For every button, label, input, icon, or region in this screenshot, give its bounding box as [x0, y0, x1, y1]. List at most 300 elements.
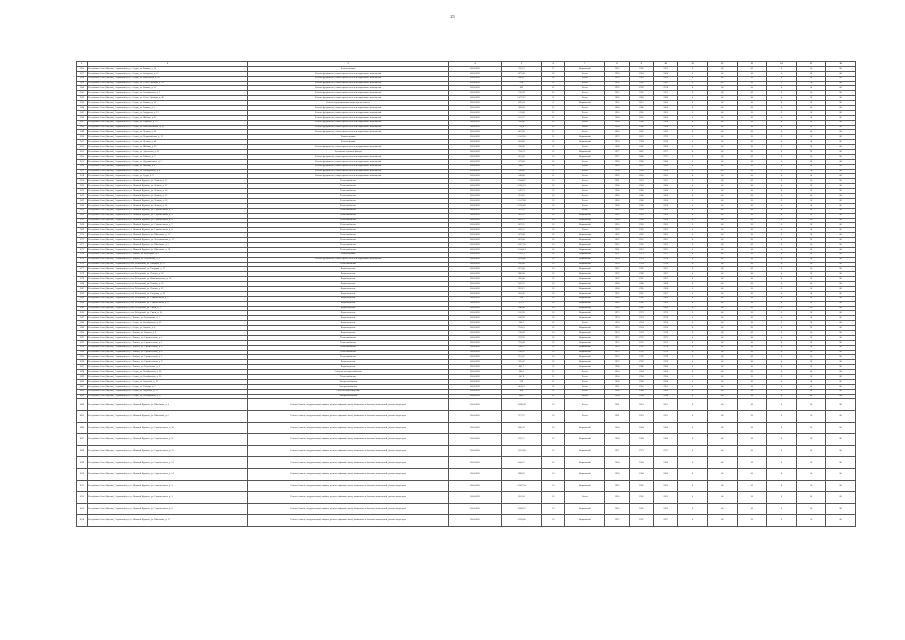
- table-cell: 40: [707, 291, 737, 296]
- table-cell: 1960: [605, 106, 629, 111]
- table-cell: 0: [767, 86, 797, 91]
- table-cell: 30: [737, 340, 767, 345]
- table-cell: 1960: [605, 389, 629, 394]
- table-cell: 10: [796, 330, 826, 335]
- table-cell: 1564: [77, 203, 88, 208]
- table-cell: 30: [737, 469, 767, 481]
- table-cell: 1541: [77, 91, 88, 96]
- table-cell: Ремонт фундамента, инженерных систем и подвальных помещений: [248, 169, 449, 174]
- table-cell: 1962: [629, 81, 653, 86]
- table-cell: 1962: [629, 233, 653, 238]
- table-cell: 622,00: [501, 233, 541, 238]
- table-cell: 1955: [605, 91, 629, 96]
- table-cell: Система водоотведения: [248, 389, 449, 394]
- table-cell: 12: [542, 389, 565, 394]
- table-cell: 632,71: [501, 434, 541, 446]
- table-cell: 1965: [605, 110, 629, 115]
- table-cell: 1978: [629, 257, 653, 262]
- table-cell: 1954: [629, 375, 653, 380]
- table-cell: 1964: [654, 469, 678, 481]
- table-cell: Республика Саха (Якутия), Алданский р-н, г. Алдан, ул. Гайдара, д. 2: [87, 384, 248, 389]
- data-table: [76, 61, 856, 527]
- table-cell: 0: [678, 66, 708, 71]
- table-cell: 1609: [77, 457, 88, 469]
- table-cell: 30: [737, 480, 767, 492]
- table-cell: 80: [826, 480, 856, 492]
- table-cell: 720,4: [501, 125, 541, 130]
- table-cell: 16: [542, 365, 565, 370]
- table-cell: Бетон: [565, 110, 605, 115]
- table-cell: 30: [737, 379, 767, 384]
- table-cell: 30: [737, 198, 767, 203]
- table-cell: 0: [767, 286, 797, 291]
- table-cell: 16: [542, 480, 565, 492]
- table-cell: Ремонт (замена, модернизация) лифтов, ремонт лифтовых шахт, машинных и блочных помещений, ремонт подъездов: [248, 480, 449, 492]
- table-cell: 1976: [654, 355, 678, 360]
- table-cell: 16: [542, 252, 565, 257]
- table-cell: 1965: [654, 223, 678, 228]
- table-cell: 0: [678, 164, 708, 169]
- table-cell: 0: [678, 267, 708, 272]
- table-cell: 1974: [654, 316, 678, 321]
- table-cell: 1960: [629, 189, 653, 194]
- table-cell: Ремонт (замена, модернизация) лифтов, ремонт лифтовых шахт, машинных и блочных помещений, ремонт подъездов: [248, 445, 449, 457]
- table-cell: 0: [767, 394, 797, 399]
- table-cell: 1553: [77, 150, 88, 155]
- table-cell: 0: [767, 96, 797, 101]
- table-cell: Бетон: [565, 71, 605, 76]
- table-cell: Кирпичный: [565, 515, 605, 527]
- table-cell: 2024-2025: [449, 375, 502, 380]
- table-cell: 1974: [605, 262, 629, 267]
- table-cell: 10: [796, 394, 826, 399]
- table-cell: 1961: [654, 247, 678, 252]
- table-cell: 30: [737, 252, 767, 257]
- table-cell: 1544: [77, 106, 88, 111]
- table-cell: 12: [542, 86, 565, 91]
- table-cell: 40: [707, 145, 737, 150]
- table-cell: 1578: [77, 272, 88, 277]
- table-cell: Республика Саха (Якутия), Алданский р-н, г. Томмот, ул. Строительная, д. 7: [87, 355, 248, 360]
- table-cell: Теплоснабжение: [248, 223, 449, 228]
- table-cell: 30: [737, 184, 767, 189]
- table-cell: 30: [737, 355, 767, 360]
- column-header: 5: [501, 62, 541, 67]
- table-cell: 30: [737, 411, 767, 423]
- table-cell: 586,07: [501, 76, 541, 81]
- table-cell: 1960: [605, 159, 629, 164]
- table-cell: 1960: [629, 379, 653, 384]
- table-cell: 1978: [654, 257, 678, 262]
- table-cell: 0: [767, 257, 797, 262]
- table-cell: 1582: [77, 291, 88, 296]
- table-cell: 0: [767, 434, 797, 446]
- table-cell: 1536: [77, 66, 88, 71]
- table-cell: Республика Саха (Якутия), Алданский р-н, п. Нижний Куранах, ул. Строительная, д. 6: [87, 503, 248, 515]
- table-cell: 16: [542, 350, 565, 355]
- table-cell: Кирпичный: [565, 272, 605, 277]
- table-cell: 1960: [654, 159, 678, 164]
- table-row: [77, 411, 856, 423]
- table-cell: Кирпичный: [565, 154, 605, 159]
- table-cell: 40: [707, 66, 737, 71]
- table-cell: Ремонт фундамента, инженерных систем и подвальных помещений: [248, 145, 449, 150]
- table-cell: 40: [707, 194, 737, 199]
- column-header: 8: [605, 62, 629, 67]
- table-cell: Водоотведение: [248, 360, 449, 365]
- table-row: [77, 469, 856, 481]
- table-cell: 10: [796, 247, 826, 252]
- table-cell: Теплоснабжение: [248, 233, 449, 238]
- table-cell: 16: [542, 399, 565, 411]
- table-cell: 40: [707, 96, 737, 101]
- table-cell: Республика Саха (Якутия), Алданский р-н, п. Нижний Куранах, ул. Строительная, д. 14: [87, 469, 248, 481]
- table-cell: Бетон: [565, 115, 605, 120]
- table-cell: 948,1: [501, 164, 541, 169]
- table-cell: 80: [826, 321, 856, 326]
- table-cell: 1978: [605, 257, 629, 262]
- table-cell: 2024-2025: [449, 135, 502, 140]
- table-cell: Электроснабжение: [248, 394, 449, 399]
- table-cell: Кирпичный: [565, 286, 605, 291]
- table-cell: 1954: [654, 394, 678, 399]
- table-cell: 0: [678, 115, 708, 120]
- table-cell: 10: [796, 96, 826, 101]
- table-cell: 1977: [654, 150, 678, 155]
- table-cell: 16: [542, 277, 565, 282]
- table-cell: 1573: [77, 247, 88, 252]
- table-cell: 80: [826, 106, 856, 111]
- table-cell: 16: [542, 164, 565, 169]
- table-cell: 1962: [605, 174, 629, 179]
- table-cell: 1967: [605, 291, 629, 296]
- table-cell: 2024-2025: [449, 66, 502, 71]
- table-cell: 1594: [77, 350, 88, 355]
- table-cell: 2013: [629, 135, 653, 140]
- table-cell: 30: [737, 316, 767, 321]
- table-cell: Теплоснабжение: [248, 189, 449, 194]
- table-cell: 1960: [654, 389, 678, 394]
- table-cell: 0: [767, 365, 797, 370]
- table-cell: Республика Саха (Якутия), Алданский р-н, г. Алдан, ул. Октябрьская, д. 26: [87, 375, 248, 380]
- table-cell: 40: [707, 286, 737, 291]
- table-cell: 40: [707, 125, 737, 130]
- table-cell: 1567: [77, 218, 88, 223]
- table-cell: 10: [796, 159, 826, 164]
- table-cell: 1576: [77, 262, 88, 267]
- table-cell: 10: [796, 198, 826, 203]
- table-cell: 0: [767, 154, 797, 159]
- table-cell: Бетон: [565, 194, 605, 199]
- table-cell: 10: [796, 208, 826, 213]
- table-cell: 1.147,80: [501, 198, 541, 203]
- table-cell: 40: [707, 375, 737, 380]
- table-cell: 1964: [605, 218, 629, 223]
- table-cell: 30: [737, 286, 767, 291]
- column-header: 4: [449, 62, 502, 67]
- table-cell: 1964: [654, 125, 678, 130]
- table-cell: 1562: [77, 194, 88, 199]
- table-cell: 40: [707, 321, 737, 326]
- table-cell: 1604: [77, 399, 88, 411]
- table-cell: 80: [826, 135, 856, 140]
- table-cell: 1965: [605, 492, 629, 504]
- table-cell: 0: [678, 154, 708, 159]
- table-cell: 972,53: [501, 208, 541, 213]
- table-cell: Республика Саха (Якутия), Алданский р-н, п. Нижний Куранах, ул. Строительная, д. 13: [87, 457, 248, 469]
- table-cell: 548,80: [501, 174, 541, 179]
- table-cell: 1967: [654, 277, 678, 282]
- table-cell: Водоотведение: [248, 321, 449, 326]
- table-cell: 326,00: [501, 262, 541, 267]
- table-cell: 40: [707, 365, 737, 370]
- table-cell: Водоотведение: [248, 330, 449, 335]
- table-cell: Ремонт фундамента, инженерных систем и подвальных помещений: [248, 71, 449, 76]
- table-cell: 10: [796, 379, 826, 384]
- table-cell: 1579: [77, 277, 88, 282]
- table-cell: Теплоснабжение: [248, 203, 449, 208]
- table-cell: 0: [767, 492, 797, 504]
- table-cell: 10: [796, 218, 826, 223]
- table-cell: 80: [826, 238, 856, 243]
- table-cell: 1966: [629, 198, 653, 203]
- table-cell: 2024-2025: [449, 71, 502, 76]
- table-cell: 10: [796, 194, 826, 199]
- table-cell: Водоотведение: [248, 301, 449, 306]
- table-cell: 0: [678, 96, 708, 101]
- table-cell: 1589: [77, 326, 88, 331]
- table-cell: 0: [678, 350, 708, 355]
- table-cell: Республика Саха (Якутия), Алданский р-н, г. Томмот, ул. Укуланская, д. 4: [87, 365, 248, 370]
- table-cell: Кирпичный: [565, 218, 605, 223]
- table-cell: Кирпичный: [565, 233, 605, 238]
- table-cell: 1965: [629, 301, 653, 306]
- table-cell: 80: [826, 120, 856, 125]
- table-cell: 1974: [629, 262, 653, 267]
- table-cell: 12: [542, 130, 565, 135]
- table-cell: 80: [826, 81, 856, 86]
- table-cell: 0: [767, 159, 797, 164]
- table-cell: 12: [542, 96, 565, 101]
- table-cell: 2024-2025: [449, 340, 502, 345]
- table-cell: 80: [826, 457, 856, 469]
- table-cell: 12: [542, 106, 565, 111]
- table-cell: 1961: [605, 247, 629, 252]
- table-cell: 1955: [629, 91, 653, 96]
- table-cell: 40: [707, 208, 737, 213]
- table-cell: 16: [542, 384, 565, 389]
- table-cell: 557,57: [501, 115, 541, 120]
- table-cell: 80: [826, 140, 856, 145]
- table-cell: Республика Саха (Якутия), Алданский р-н, пгт. Ленинский, ул. Гагарина, д. 11: [87, 262, 248, 267]
- table-cell: 0: [767, 262, 797, 267]
- table-cell: 10: [796, 262, 826, 267]
- table-cell: 40: [707, 399, 737, 411]
- table-cell: 1593: [77, 345, 88, 350]
- table-cell: 40: [707, 272, 737, 277]
- table-cell: 12: [542, 159, 565, 164]
- table-cell: 10: [796, 164, 826, 169]
- table-cell: 10: [796, 135, 826, 140]
- table-cell: 2024-2025: [449, 411, 502, 423]
- table-cell: 16: [542, 286, 565, 291]
- table-cell: 80: [826, 247, 856, 252]
- table-cell: 80: [826, 198, 856, 203]
- table-cell: 1537: [77, 71, 88, 76]
- table-cell: 40: [707, 492, 737, 504]
- table-cell: 30: [737, 492, 767, 504]
- table-cell: 1967: [605, 515, 629, 527]
- table-cell: Республика Саха (Якутия), Алданский р-н, п. Нижний Куранах, ул. Строительная, д. 10: [87, 422, 248, 434]
- table-cell: 2024-2025: [449, 179, 502, 184]
- table-cell: Теплоснабжение: [248, 213, 449, 218]
- table-cell: 0: [767, 321, 797, 326]
- table-cell: 0: [678, 150, 708, 155]
- table-cell: 0: [678, 208, 708, 213]
- column-header: 15: [796, 62, 826, 67]
- table-cell: 80: [826, 174, 856, 179]
- table-cell: Ремонт фундамента, инженерных систем и подвальных помещений: [248, 91, 449, 96]
- table-row: [77, 457, 856, 469]
- table-cell: 16: [542, 360, 565, 365]
- table-cell: Кирпичный: [565, 480, 605, 492]
- table-cell: Республика Саха (Якутия), Алданский р-н, г. Томмот, ул. Зверева, д. 8: [87, 330, 248, 335]
- table-cell: 2024-2025: [449, 252, 502, 257]
- table-cell: 10: [796, 306, 826, 311]
- table-cell: 2024-2025: [449, 286, 502, 291]
- table-cell: 2010: [629, 115, 653, 120]
- table-cell: 0: [767, 350, 797, 355]
- table-cell: 16: [542, 125, 565, 130]
- table-cell: 2024-2025: [449, 379, 502, 384]
- table-cell: 40: [707, 422, 737, 434]
- column-header: 3: [248, 62, 449, 67]
- table-cell: Кирпичный: [565, 503, 605, 515]
- table-cell: Ремонт (замена, модернизация) лифтов, ремонт лифтовых шахт, машинных и блочных помещений, ремонт подъездов: [248, 399, 449, 411]
- table-cell: 2010: [629, 174, 653, 179]
- table-cell: 40: [707, 120, 737, 125]
- table-cell: 40: [707, 301, 737, 306]
- table-cell: 16: [542, 184, 565, 189]
- table-cell: 1965: [654, 101, 678, 106]
- table-cell: 16: [542, 208, 565, 213]
- table-cell: 12: [542, 394, 565, 399]
- table-cell: Кирпичный: [565, 296, 605, 301]
- table-cell: 1583: [77, 296, 88, 301]
- table-cell: 1960: [654, 115, 678, 120]
- table-cell: 2024-2025: [449, 81, 502, 86]
- table-cell: 30: [737, 115, 767, 120]
- table-cell: Республика Саха (Якутия), Алданский р-н, пгт. Лебединый, ул. Ленина, д. 20: [87, 272, 248, 277]
- table-cell: 80: [826, 340, 856, 345]
- table-cell: 0: [678, 223, 708, 228]
- table-cell: 10: [796, 203, 826, 208]
- table-cell: Электроснабжение: [248, 384, 449, 389]
- table-cell: 0: [767, 81, 797, 86]
- table-cell: 2024-2025: [449, 130, 502, 135]
- table-cell: 1976: [629, 355, 653, 360]
- table-cell: 80: [826, 76, 856, 81]
- table-cell: 511,00: [501, 110, 541, 115]
- table-cell: 0: [678, 120, 708, 125]
- table-cell: 0: [767, 345, 797, 350]
- table-cell: 40: [707, 164, 737, 169]
- table-cell: 30: [737, 101, 767, 106]
- table-cell: 40: [707, 135, 737, 140]
- table-cell: Кирпичный: [565, 257, 605, 262]
- table-cell: 1557: [77, 169, 88, 174]
- table-cell: 16: [542, 71, 565, 76]
- table-cell: Кирпичный: [565, 66, 605, 71]
- table-cell: 80: [826, 96, 856, 101]
- table-cell: 2024-2025: [449, 399, 502, 411]
- table-cell: 1962: [605, 81, 629, 86]
- table-cell: 1965: [605, 480, 629, 492]
- table-cell: Кирпичный: [565, 360, 605, 365]
- table-cell: 30: [737, 238, 767, 243]
- table-cell: 1590: [77, 330, 88, 335]
- table-cell: Республика Саха (Якутия), Алданский р-н, г. Алдан, ул. Горького, д. 21: [87, 120, 248, 125]
- column-header: 2: [87, 62, 248, 67]
- table-cell: 40: [707, 277, 737, 282]
- table-cell: 10: [796, 411, 826, 423]
- table-cell: 80: [826, 115, 856, 120]
- table-cell: Ремонт фундамента, инженерных систем и подвальных помещений: [248, 154, 449, 159]
- table-cell: 12: [542, 81, 565, 86]
- table-cell: 40: [707, 91, 737, 96]
- table-cell: 80: [826, 375, 856, 380]
- table-cell: 1560: [77, 184, 88, 189]
- table-cell: 2024-2025: [449, 326, 502, 331]
- table-cell: 40: [707, 434, 737, 446]
- table-cell: 30: [737, 91, 767, 96]
- table-cell: Республика Саха (Якутия), Алданский р-н, п. Нижний Куранах, ул. Строительная, д. 2: [87, 208, 248, 213]
- table-cell: 40: [707, 340, 737, 345]
- table-cell: 1966: [629, 296, 653, 301]
- table-cell: 40: [707, 228, 737, 233]
- table-cell: 40: [707, 203, 737, 208]
- table-cell: 16: [542, 326, 565, 331]
- table-cell: Кирпичный: [565, 330, 605, 335]
- table-cell: 1612: [77, 492, 88, 504]
- table-cell: Республика Саха (Якутия), Алданский р-н, г. Алдан, ул. Быкова, д. 14: [87, 66, 248, 71]
- table-cell: 2024-2025: [449, 301, 502, 306]
- table-cell: 0: [678, 335, 708, 340]
- table-cell: 80: [826, 365, 856, 370]
- table-cell: 1974: [654, 262, 678, 267]
- table-cell: Водоотведение: [248, 282, 449, 287]
- table-cell: 1584: [77, 301, 88, 306]
- table-cell: 1559: [77, 179, 88, 184]
- column-header: 12: [707, 62, 737, 67]
- table-cell: 40: [707, 252, 737, 257]
- table-cell: 1964: [605, 422, 629, 434]
- table-cell: 16: [542, 422, 565, 434]
- table-cell: 1974: [605, 330, 629, 335]
- table-cell: 30: [737, 242, 767, 247]
- table-cell: 1966: [605, 96, 629, 101]
- table-cell: 40: [707, 81, 737, 86]
- table-cell: 952,13: [501, 286, 541, 291]
- table-cell: 10: [796, 106, 826, 111]
- table-cell: Республика Саха (Якутия), Алданский р-н, п. Нижний Куранах, ул. Строительная, д. 3: [87, 213, 248, 218]
- table-cell: 0: [767, 101, 797, 106]
- table-cell: 1961: [654, 411, 678, 423]
- table-cell: 1965: [654, 242, 678, 247]
- table-cell: 0: [767, 208, 797, 213]
- table-cell: 1976: [629, 350, 653, 355]
- table-cell: 1976: [605, 350, 629, 355]
